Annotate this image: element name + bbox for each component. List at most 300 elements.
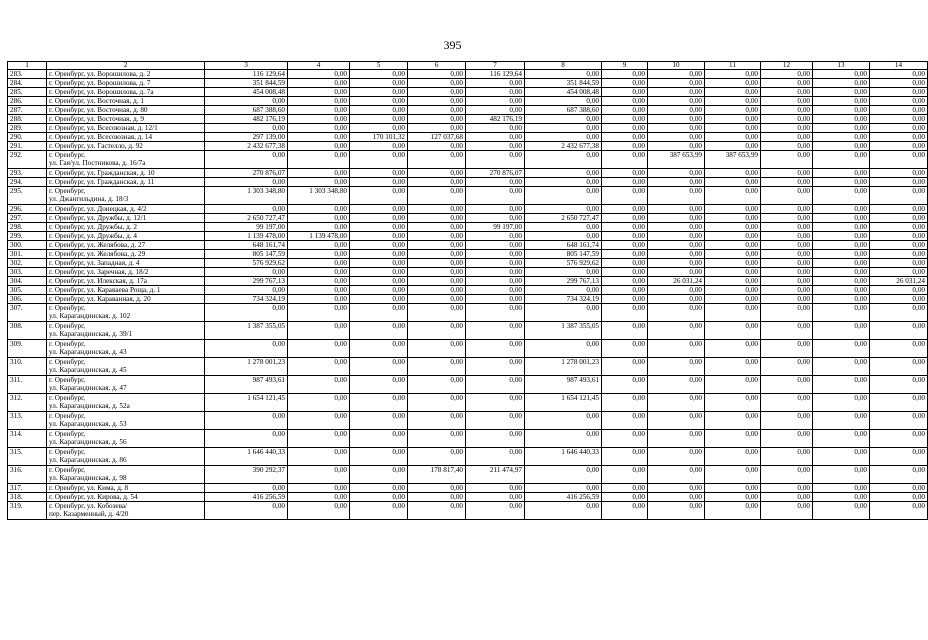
amount-cell: 0,00: [408, 106, 466, 115]
amount-cell: 0,00: [408, 277, 466, 286]
amount-cell: 0,00: [466, 142, 525, 151]
amount-cell: 0,00: [525, 340, 602, 358]
amount-cell: 0,00: [761, 295, 813, 304]
table-row: [8, 430, 928, 448]
amount-cell: 0,00: [813, 151, 870, 169]
amount-cell: 211 474,97: [466, 466, 525, 484]
amount-cell: 0,00: [761, 430, 813, 448]
table-row: [8, 502, 928, 520]
amount-cell: 0,00: [761, 205, 813, 214]
amount-cell: 0,00: [870, 493, 928, 502]
amount-cell: 0,00: [205, 484, 288, 493]
row-number-cell: 304.: [8, 277, 47, 286]
amount-cell: 0,00: [466, 268, 525, 277]
amount-cell: 0,00: [288, 142, 350, 151]
amount-cell: 0,00: [813, 430, 870, 448]
amount-cell: 987 493,61: [525, 376, 602, 394]
row-number-cell: 312.: [8, 394, 47, 412]
address-cell: г. Оренбург, ул. Караванная, д. 20: [47, 295, 205, 304]
amount-cell: 734 324,19: [205, 295, 288, 304]
amount-cell: 0,00: [648, 88, 705, 97]
amount-cell: 0,00: [288, 430, 350, 448]
row-number-cell: 305.: [8, 286, 47, 295]
amount-cell: 0,00: [602, 151, 648, 169]
amount-cell: 0,00: [761, 223, 813, 232]
amount-cell: 0,00: [705, 133, 761, 142]
table-row: [8, 214, 928, 223]
address-cell: г. Оренбург, ул. Восточная, д. 9: [47, 115, 205, 124]
table-row: [8, 169, 928, 178]
amount-cell: 0,00: [466, 322, 525, 340]
amount-cell: 0,00: [288, 79, 350, 88]
amount-cell: 0,00: [466, 151, 525, 169]
table-row: [8, 178, 928, 187]
address-cell: г. Оренбург, ул. Кобозева/ пер. Казарменный, д. 4/20: [47, 502, 205, 520]
amount-cell: 0,00: [813, 466, 870, 484]
amount-cell: 0,00: [602, 169, 648, 178]
amount-cell: 0,00: [705, 241, 761, 250]
amount-cell: 0,00: [870, 304, 928, 322]
amount-cell: 0,00: [705, 295, 761, 304]
amount-cell: 0,00: [602, 394, 648, 412]
amount-cell: 0,00: [648, 448, 705, 466]
amount-cell: 0,00: [648, 493, 705, 502]
amount-cell: 0,00: [288, 178, 350, 187]
amount-cell: 0,00: [408, 340, 466, 358]
amount-cell: 0,00: [350, 115, 408, 124]
amount-cell: 0,00: [602, 268, 648, 277]
row-number-cell: 284.: [8, 79, 47, 88]
table-row: [8, 493, 928, 502]
amount-cell: 0,00: [350, 493, 408, 502]
amount-cell: 0,00: [870, 394, 928, 412]
amount-cell: 0,00: [466, 295, 525, 304]
amount-cell: 0,00: [408, 448, 466, 466]
address-cell: г. Оренбург, ул. Илекская, д. 17а: [47, 277, 205, 286]
amount-cell: 0,00: [870, 430, 928, 448]
amount-cell: 0,00: [648, 250, 705, 259]
amount-cell: 0,00: [350, 142, 408, 151]
amount-cell: 0,00: [525, 169, 602, 178]
amount-cell: 351 844,59: [205, 79, 288, 88]
amount-cell: 0,00: [466, 88, 525, 97]
amount-cell: 0,00: [648, 115, 705, 124]
amount-cell: 0,00: [761, 88, 813, 97]
amount-cell: 0,00: [525, 187, 602, 205]
amount-cell: 0,00: [870, 79, 928, 88]
amount-cell: 0,00: [648, 232, 705, 241]
amount-cell: 0,00: [870, 268, 928, 277]
amount-cell: 0,00: [350, 214, 408, 223]
header-cell: 6: [408, 62, 466, 70]
amount-cell: 0,00: [813, 277, 870, 286]
address-cell: г. Оренбург, ул. Гражданская, д. 10: [47, 169, 205, 178]
amount-cell: 0,00: [288, 448, 350, 466]
amount-cell: 0,00: [870, 376, 928, 394]
amount-cell: 0,00: [648, 466, 705, 484]
amount-cell: 0,00: [648, 286, 705, 295]
amount-cell: 0,00: [288, 106, 350, 115]
amount-cell: 99 197,00: [466, 223, 525, 232]
amount-cell: 0,00: [813, 187, 870, 205]
amount-cell: 0,00: [648, 502, 705, 520]
amount-cell: 482 176,19: [205, 115, 288, 124]
amount-cell: 0,00: [870, 214, 928, 223]
amount-cell: 0,00: [525, 412, 602, 430]
amount-cell: 0,00: [288, 322, 350, 340]
address-cell: г. Оренбург, ул. Карагандинская, д. 39/1: [47, 322, 205, 340]
header-row: [8, 62, 928, 70]
header-cell: 11: [705, 62, 761, 70]
address-cell: г. Оренбург, ул. Карагандинская, д. 86: [47, 448, 205, 466]
row-number-cell: 316.: [8, 466, 47, 484]
amount-cell: 1 654 121,45: [205, 394, 288, 412]
amount-cell: 0,00: [870, 502, 928, 520]
amount-cell: 0,00: [408, 268, 466, 277]
amount-cell: 0,00: [288, 259, 350, 268]
row-number-cell: 290.: [8, 133, 47, 142]
amount-cell: 0,00: [466, 358, 525, 376]
amount-cell: 0,00: [705, 169, 761, 178]
amount-cell: 0,00: [205, 502, 288, 520]
amount-cell: 0,00: [761, 232, 813, 241]
amount-cell: 987 493,61: [205, 376, 288, 394]
amount-cell: 0,00: [813, 115, 870, 124]
amount-cell: 0,00: [408, 430, 466, 448]
amount-cell: 0,00: [648, 124, 705, 133]
table-row: [8, 466, 928, 484]
amount-cell: 482 176,19: [466, 115, 525, 124]
table-row: [8, 358, 928, 376]
address-cell: г. Оренбург, ул. Карагандинская, д. 53: [47, 412, 205, 430]
amount-cell: 0,00: [602, 241, 648, 250]
amount-cell: 0,00: [870, 169, 928, 178]
row-number-cell: 314.: [8, 430, 47, 448]
amount-cell: 0,00: [602, 133, 648, 142]
amount-cell: 0,00: [288, 304, 350, 322]
amount-cell: 1 303 348,80: [205, 187, 288, 205]
header-cell: 10: [648, 62, 705, 70]
amount-cell: 0,00: [408, 250, 466, 259]
amount-cell: 0,00: [350, 466, 408, 484]
amount-cell: 0,00: [761, 115, 813, 124]
amount-cell: 0,00: [813, 133, 870, 142]
table-row: [8, 142, 928, 151]
table-row: [8, 286, 928, 295]
amount-cell: 0,00: [705, 250, 761, 259]
row-number-cell: 297.: [8, 214, 47, 223]
amount-cell: 0,00: [602, 142, 648, 151]
amount-cell: 0,00: [466, 304, 525, 322]
amount-cell: 26 031,24: [870, 277, 928, 286]
amount-cell: 0,00: [648, 142, 705, 151]
amount-cell: 0,00: [870, 358, 928, 376]
amount-cell: 0,00: [602, 124, 648, 133]
amount-cell: 0,00: [705, 223, 761, 232]
row-number-cell: 302.: [8, 259, 47, 268]
amount-cell: 0,00: [705, 502, 761, 520]
row-number-cell: 313.: [8, 412, 47, 430]
amount-cell: 0,00: [350, 241, 408, 250]
amount-cell: 0,00: [466, 430, 525, 448]
amount-cell: 0,00: [602, 205, 648, 214]
amount-cell: 0,00: [408, 79, 466, 88]
amount-cell: 0,00: [813, 70, 870, 79]
amount-cell: 0,00: [761, 376, 813, 394]
address-cell: г. Оренбург, ул. Кирова, д. 54: [47, 493, 205, 502]
amount-cell: 0,00: [761, 187, 813, 205]
amount-cell: 0,00: [408, 502, 466, 520]
amount-cell: 0,00: [813, 124, 870, 133]
amount-cell: 0,00: [705, 304, 761, 322]
amount-cell: 0,00: [870, 250, 928, 259]
amount-cell: 0,00: [813, 97, 870, 106]
amount-cell: 0,00: [648, 358, 705, 376]
row-number-cell: 318.: [8, 493, 47, 502]
amount-cell: 0,00: [761, 493, 813, 502]
amount-cell: 387 653,99: [648, 151, 705, 169]
amount-cell: 299 767,13: [205, 277, 288, 286]
amount-cell: 0,00: [761, 142, 813, 151]
amount-cell: 734 324,19: [525, 295, 602, 304]
amount-cell: 1 654 121,45: [525, 394, 602, 412]
address-cell: г. Оренбург, ул. Карагандинская, д. 45: [47, 358, 205, 376]
amount-cell: 0,00: [648, 214, 705, 223]
address-cell: г. Оренбург, ул. Дружбы, д. 2: [47, 223, 205, 232]
amount-cell: 0,00: [205, 178, 288, 187]
amount-cell: 0,00: [761, 466, 813, 484]
amount-cell: 0,00: [466, 178, 525, 187]
amount-cell: 0,00: [761, 70, 813, 79]
amount-cell: 0,00: [705, 322, 761, 340]
amount-cell: 0,00: [466, 448, 525, 466]
amount-cell: 0,00: [870, 412, 928, 430]
header-cell: 8: [525, 62, 602, 70]
amount-cell: 0,00: [813, 412, 870, 430]
amount-cell: 0,00: [408, 322, 466, 340]
amount-cell: 0,00: [525, 268, 602, 277]
amount-cell: 416 256,59: [205, 493, 288, 502]
amount-cell: 387 653,99: [705, 151, 761, 169]
amount-cell: 0,00: [288, 394, 350, 412]
amount-cell: 0,00: [648, 223, 705, 232]
amount-cell: 0,00: [288, 88, 350, 97]
amount-cell: 0,00: [205, 97, 288, 106]
amount-cell: 0,00: [648, 259, 705, 268]
amount-cell: 0,00: [705, 115, 761, 124]
amount-cell: 0,00: [705, 412, 761, 430]
amount-cell: 0,00: [466, 241, 525, 250]
amount-cell: 0,00: [648, 241, 705, 250]
amount-cell: 0,00: [602, 223, 648, 232]
table-row: [8, 106, 928, 115]
amount-cell: 0,00: [408, 295, 466, 304]
amount-cell: 0,00: [705, 124, 761, 133]
amount-cell: 0,00: [288, 223, 350, 232]
amount-cell: 390 292,37: [205, 466, 288, 484]
amount-cell: 0,00: [408, 187, 466, 205]
amount-cell: 0,00: [813, 88, 870, 97]
amount-cell: 0,00: [813, 295, 870, 304]
header-cell: 7: [466, 62, 525, 70]
table-row: [8, 205, 928, 214]
row-number-cell: 289.: [8, 124, 47, 133]
address-cell: г. Оренбург, ул. Ворошилова, д. 7: [47, 79, 205, 88]
amount-cell: 1 646 440,33: [205, 448, 288, 466]
amount-cell: 99 197,00: [205, 223, 288, 232]
header-cell: 3: [205, 62, 288, 70]
amount-cell: 0,00: [705, 340, 761, 358]
amount-cell: 0,00: [761, 286, 813, 295]
table-row: [8, 259, 928, 268]
amount-cell: 0,00: [288, 97, 350, 106]
amount-cell: 0,00: [525, 232, 602, 241]
amount-cell: 0,00: [705, 142, 761, 151]
amount-cell: 805 147,59: [525, 250, 602, 259]
row-number-cell: 301.: [8, 250, 47, 259]
amount-cell: 170 101,32: [350, 133, 408, 142]
amount-cell: 648 161,74: [525, 241, 602, 250]
address-cell: г. Оренбург, ул. Желябова, д. 29: [47, 250, 205, 259]
amount-cell: 0,00: [350, 88, 408, 97]
amount-cell: 0,00: [602, 97, 648, 106]
amount-cell: 0,00: [761, 214, 813, 223]
amount-cell: 0,00: [813, 394, 870, 412]
amount-cell: 0,00: [705, 187, 761, 205]
amount-cell: 0,00: [813, 376, 870, 394]
amount-cell: 0,00: [350, 376, 408, 394]
table-row: [8, 340, 928, 358]
row-number-cell: 286.: [8, 97, 47, 106]
address-cell: г. Оренбург, ул. Джангильдина, д. 18/3: [47, 187, 205, 205]
amount-cell: 0,00: [648, 340, 705, 358]
amount-cell: 0,00: [350, 223, 408, 232]
amount-cell: 0,00: [350, 448, 408, 466]
amount-cell: 2 432 677,38: [525, 142, 602, 151]
amount-cell: 1 387 355,05: [525, 322, 602, 340]
table-row: [8, 124, 928, 133]
table-row: [8, 394, 928, 412]
amount-cell: 0,00: [408, 97, 466, 106]
amount-cell: 0,00: [288, 484, 350, 493]
amount-cell: 0,00: [813, 502, 870, 520]
amount-cell: 0,00: [350, 412, 408, 430]
amount-cell: 0,00: [602, 232, 648, 241]
amount-cell: 299 767,13: [525, 277, 602, 286]
amount-cell: 416 256,59: [525, 493, 602, 502]
address-cell: г. Оренбург, ул. Дружбы, д. 4: [47, 232, 205, 241]
amount-cell: 0,00: [648, 97, 705, 106]
row-number-cell: 306.: [8, 295, 47, 304]
amount-cell: 0,00: [350, 394, 408, 412]
amount-cell: 0,00: [705, 214, 761, 223]
amount-cell: 0,00: [705, 205, 761, 214]
amount-cell: 0,00: [813, 493, 870, 502]
amount-cell: 454 008,48: [205, 88, 288, 97]
amount-cell: 0,00: [870, 142, 928, 151]
address-cell: г. Оренбург, ул. Всесоюзная, д. 14: [47, 133, 205, 142]
row-number-cell: 315.: [8, 448, 47, 466]
amount-cell: 0,00: [870, 187, 928, 205]
amount-cell: 0,00: [525, 115, 602, 124]
address-cell: г. Оренбург, ул. Ворошилова, д. 7а: [47, 88, 205, 97]
amount-cell: 0,00: [761, 358, 813, 376]
amount-cell: 0,00: [870, 286, 928, 295]
amount-cell: 0,00: [813, 205, 870, 214]
amount-cell: 576 929,62: [205, 259, 288, 268]
amount-cell: 0,00: [408, 304, 466, 322]
amount-cell: 0,00: [761, 97, 813, 106]
amount-cell: 0,00: [408, 205, 466, 214]
amount-cell: 0,00: [813, 304, 870, 322]
row-number-cell: 285.: [8, 88, 47, 97]
amount-cell: 0,00: [761, 79, 813, 88]
amount-cell: 0,00: [813, 142, 870, 151]
amount-cell: 0,00: [602, 484, 648, 493]
amount-cell: 0,00: [648, 79, 705, 88]
row-number-cell: 292.: [8, 151, 47, 169]
amount-cell: 0,00: [288, 241, 350, 250]
amount-cell: 0,00: [648, 412, 705, 430]
amount-cell: 0,00: [602, 448, 648, 466]
table-row: [8, 412, 928, 430]
amount-cell: 0,00: [705, 232, 761, 241]
amount-cell: 0,00: [350, 70, 408, 79]
amount-cell: 0,00: [705, 178, 761, 187]
table-row: [8, 250, 928, 259]
amount-cell: 0,00: [870, 340, 928, 358]
amount-cell: 0,00: [705, 106, 761, 115]
table-row: [8, 97, 928, 106]
amount-cell: 0,00: [648, 178, 705, 187]
amount-cell: 0,00: [525, 223, 602, 232]
amount-cell: 0,00: [761, 304, 813, 322]
amount-cell: 0,00: [466, 259, 525, 268]
table-row: [8, 277, 928, 286]
amount-cell: 0,00: [205, 412, 288, 430]
amount-cell: 0,00: [288, 250, 350, 259]
amount-cell: 0,00: [288, 340, 350, 358]
amount-cell: 0,00: [350, 106, 408, 115]
amount-cell: 687 388,60: [525, 106, 602, 115]
header-cell: 1: [8, 62, 47, 70]
amount-cell: 0,00: [870, 223, 928, 232]
amount-cell: 0,00: [761, 178, 813, 187]
amount-cell: 0,00: [466, 124, 525, 133]
row-number-cell: 293.: [8, 169, 47, 178]
amount-cell: 0,00: [761, 502, 813, 520]
amount-cell: 0,00: [813, 223, 870, 232]
table-row: [8, 448, 928, 466]
amount-cell: 0,00: [466, 205, 525, 214]
amount-cell: 0,00: [350, 259, 408, 268]
amount-cell: 26 031,24: [648, 277, 705, 286]
amount-cell: 0,00: [350, 484, 408, 493]
amount-cell: 0,00: [602, 115, 648, 124]
address-cell: г. Оренбург, ул. Гая/ул. Постникова, д. 16/7а: [47, 151, 205, 169]
amount-cell: 0,00: [870, 322, 928, 340]
amount-cell: 0,00: [813, 268, 870, 277]
amount-cell: 0,00: [350, 304, 408, 322]
amount-cell: 0,00: [525, 133, 602, 142]
address-cell: г. Оренбург, ул. Заречная, д. 18/2: [47, 268, 205, 277]
amount-cell: 0,00: [525, 502, 602, 520]
table-row: [8, 133, 928, 142]
amount-cell: 0,00: [288, 133, 350, 142]
amount-cell: 0,00: [288, 277, 350, 286]
amount-cell: 0,00: [466, 106, 525, 115]
row-number-cell: 319.: [8, 502, 47, 520]
